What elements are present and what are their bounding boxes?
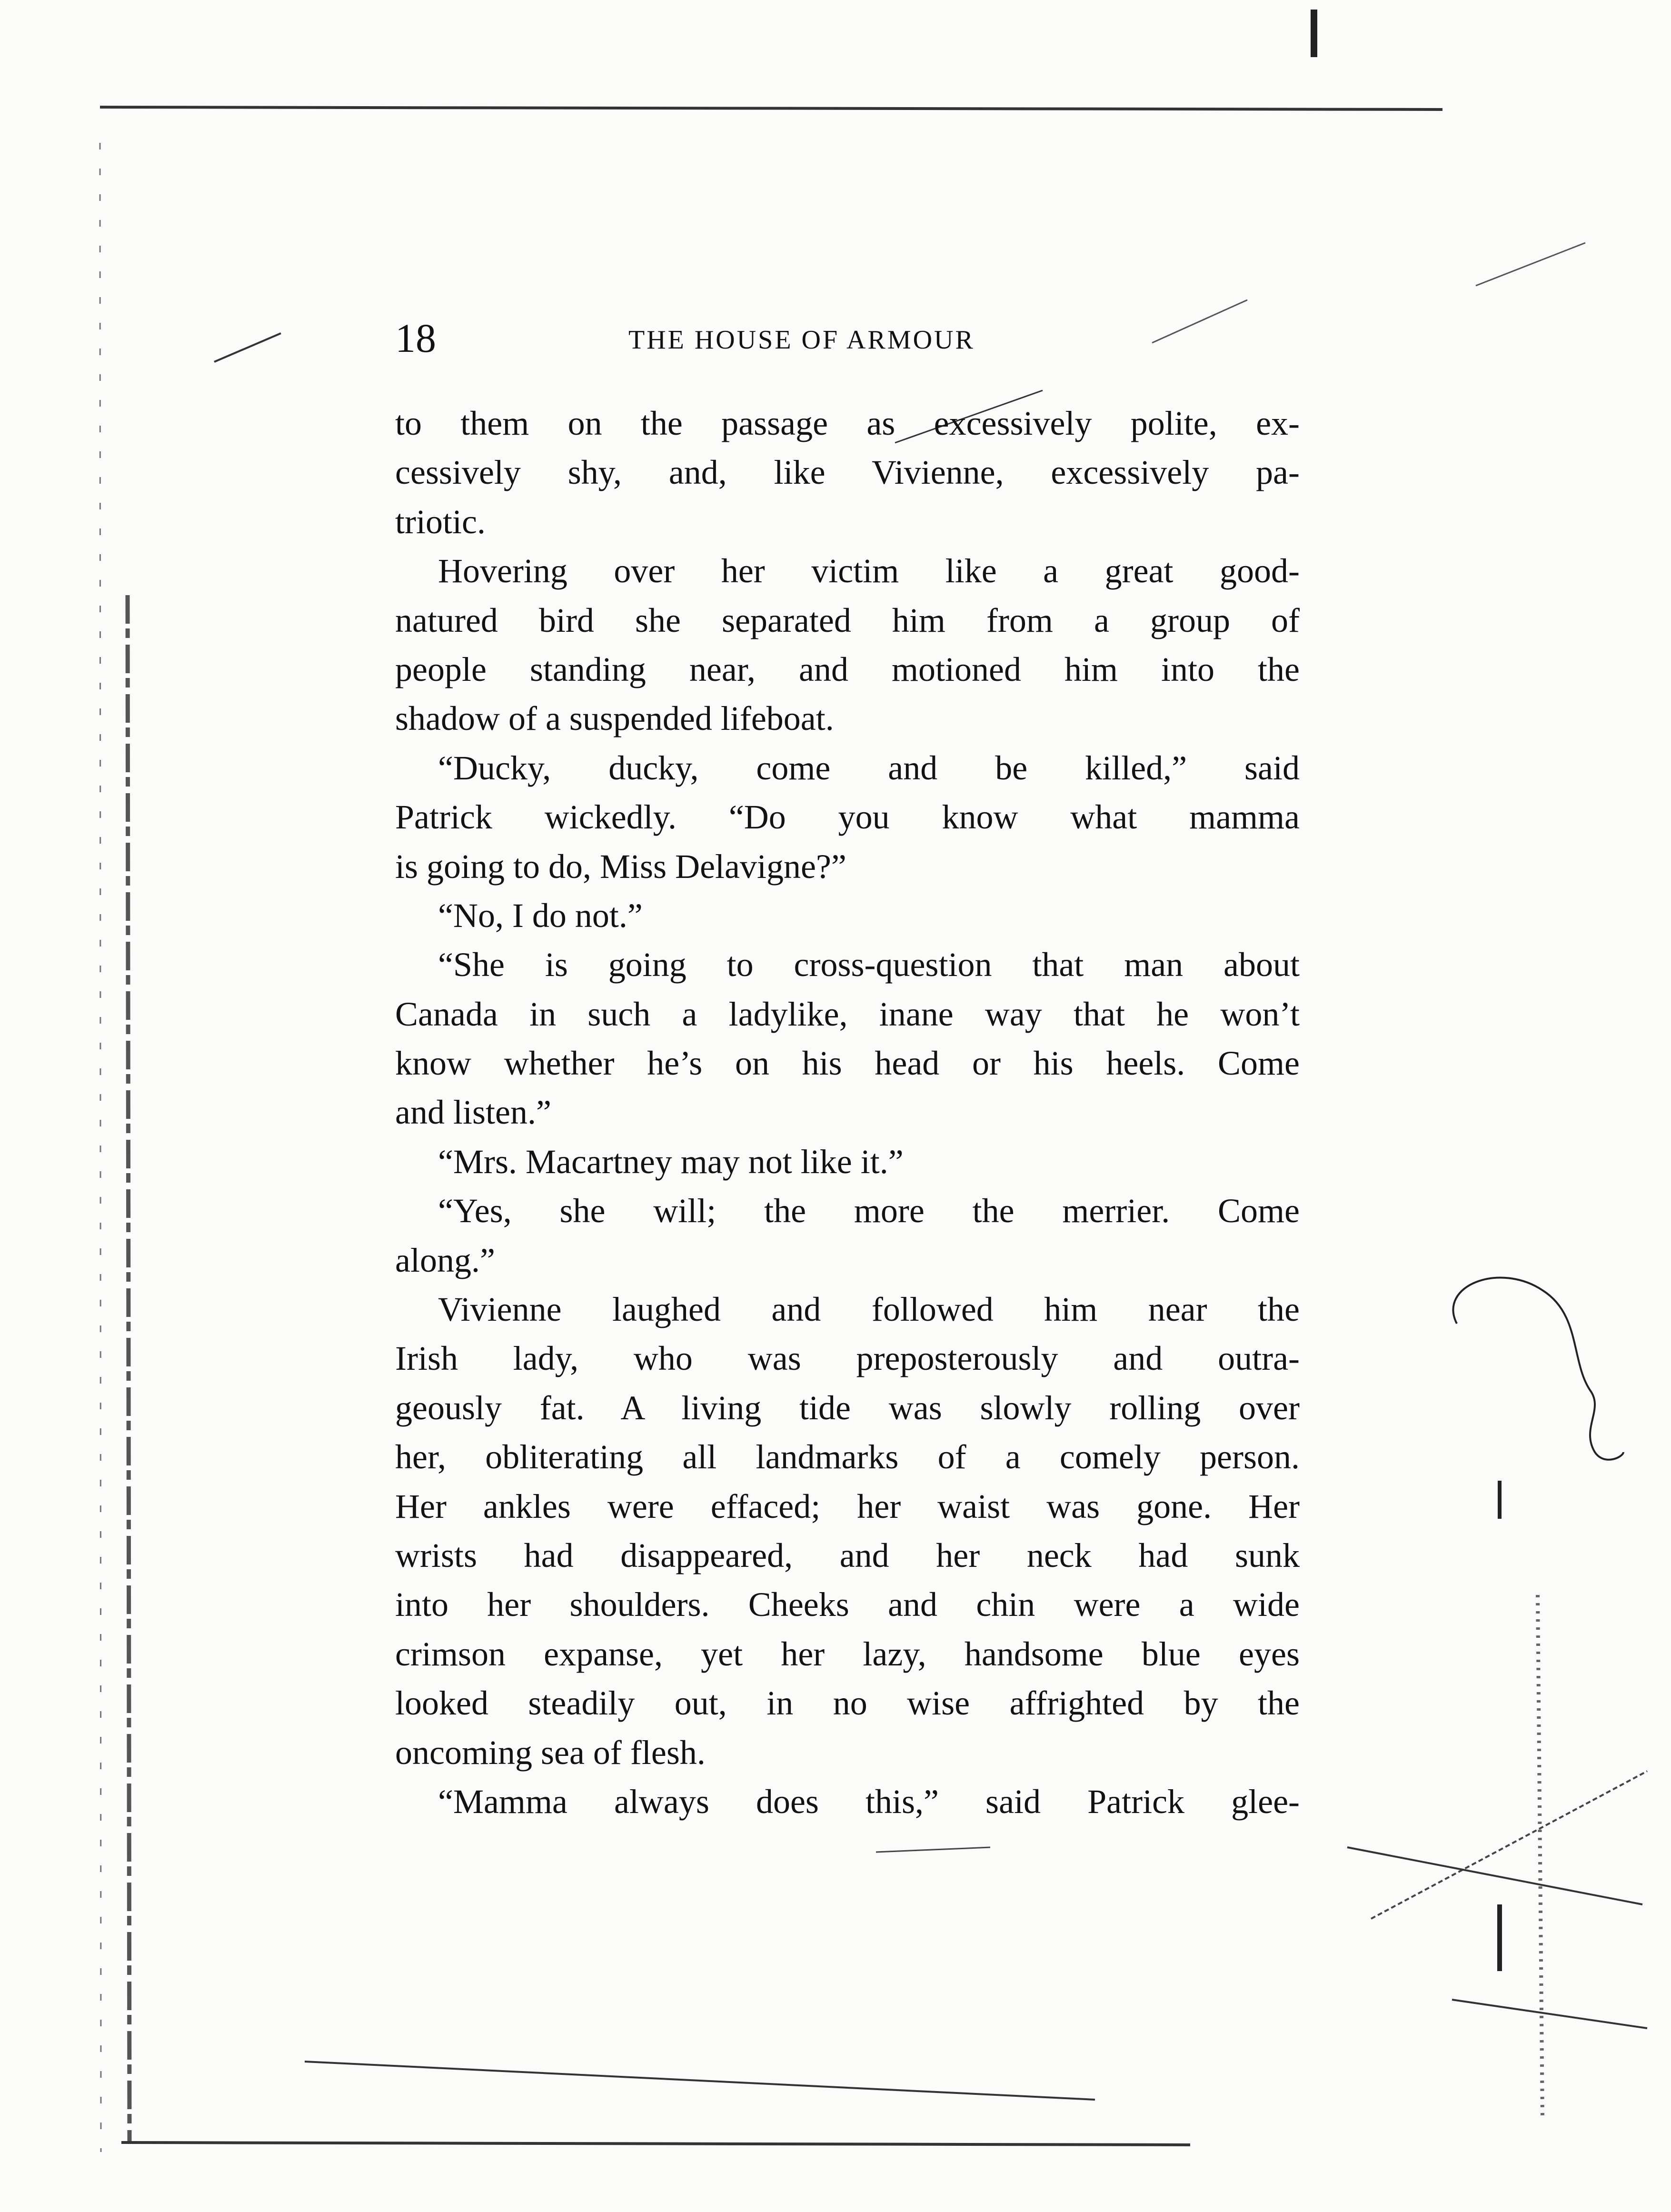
text-line: and listen.” <box>395 1093 551 1132</box>
scratch-1 <box>214 333 281 362</box>
text-line: cessively shy, and, like Vivienne, excessively pa- <box>395 453 1300 492</box>
text-line: her, obliterating all landmarks of a comely person. <box>395 1438 1300 1476</box>
scratch-5 <box>1347 1847 1642 1904</box>
text-line: “She is going to cross-question that man about <box>438 946 1300 984</box>
page-header <box>395 314 1304 371</box>
text-line: Hovering over her victim like a great good- <box>438 552 1300 590</box>
running-head: THE HOUSE OF ARMOUR <box>628 325 975 355</box>
text-line: to them on the passage as excessively polite, ex- <box>395 404 1300 442</box>
left-dark-edge <box>128 595 129 2142</box>
text-line: triotic. <box>395 502 486 541</box>
text-line: Vivienne laughed and followed him near the <box>438 1290 1300 1329</box>
text-line: is going to do, Miss Delavigne?” <box>395 847 846 886</box>
text-line: shadow of a suspended lifeboat. <box>395 699 834 738</box>
stroke-near-this <box>876 1847 990 1852</box>
right-edge-speckle <box>1538 1595 1542 2119</box>
text-line: “Ducky, ducky, come and be killed,” said <box>438 748 1300 787</box>
page-number: 18 <box>395 315 436 361</box>
text-line: “Mamma always does this,” said Patrick glee- <box>438 1782 1300 1821</box>
scratch-6 <box>1452 2000 1647 2028</box>
text-line: Canada in such a ladylike, inane way that he won’t <box>395 995 1300 1033</box>
text-line: looked steadily out, in no wise affrighted by the <box>395 1684 1300 1723</box>
text-line: “Mrs. Macartney may not like it.” <box>438 1142 904 1181</box>
text-line: crimson expanse, yet her lazy, handsome blue eyes <box>395 1634 1300 1673</box>
text-line: geously fat. A living tide was slowly rolling over <box>395 1388 1300 1427</box>
text-line: people standing near, and motioned him into the <box>395 650 1300 688</box>
text-line: Patrick wickedly. “Do you know what mamma <box>395 798 1300 837</box>
scratch-3 <box>1476 243 1585 286</box>
top-border-rule <box>100 107 1442 110</box>
left-edge-line <box>100 143 101 2152</box>
text-line: wrists had disappeared, and her neck had sunk <box>395 1536 1300 1574</box>
text-line: into her shoulders. Cheeks and chin were a wide <box>395 1585 1300 1624</box>
text-line: “No, I do not.” <box>438 896 643 935</box>
text-line: along.” <box>395 1241 495 1279</box>
text-line: Irish lady, who was preposterously and outra- <box>395 1339 1300 1378</box>
text-line: natured bird she separated him from a group of <box>395 601 1300 639</box>
text-line: Her ankles were effaced; her waist was gone. Her <box>395 1487 1300 1525</box>
bottom-curve-line <box>305 2062 1095 2100</box>
text-line: “Yes, she will; the more the merrier. Come <box>438 1192 1300 1230</box>
body-text <box>395 399 1300 1826</box>
text-line: know whether he’s on his head or his heels. Come <box>395 1044 1300 1083</box>
bottom-border-rule <box>121 2142 1190 2145</box>
text-line: oncoming sea of flesh. <box>395 1733 706 1772</box>
pencil-squiggle <box>1453 1278 1623 1460</box>
